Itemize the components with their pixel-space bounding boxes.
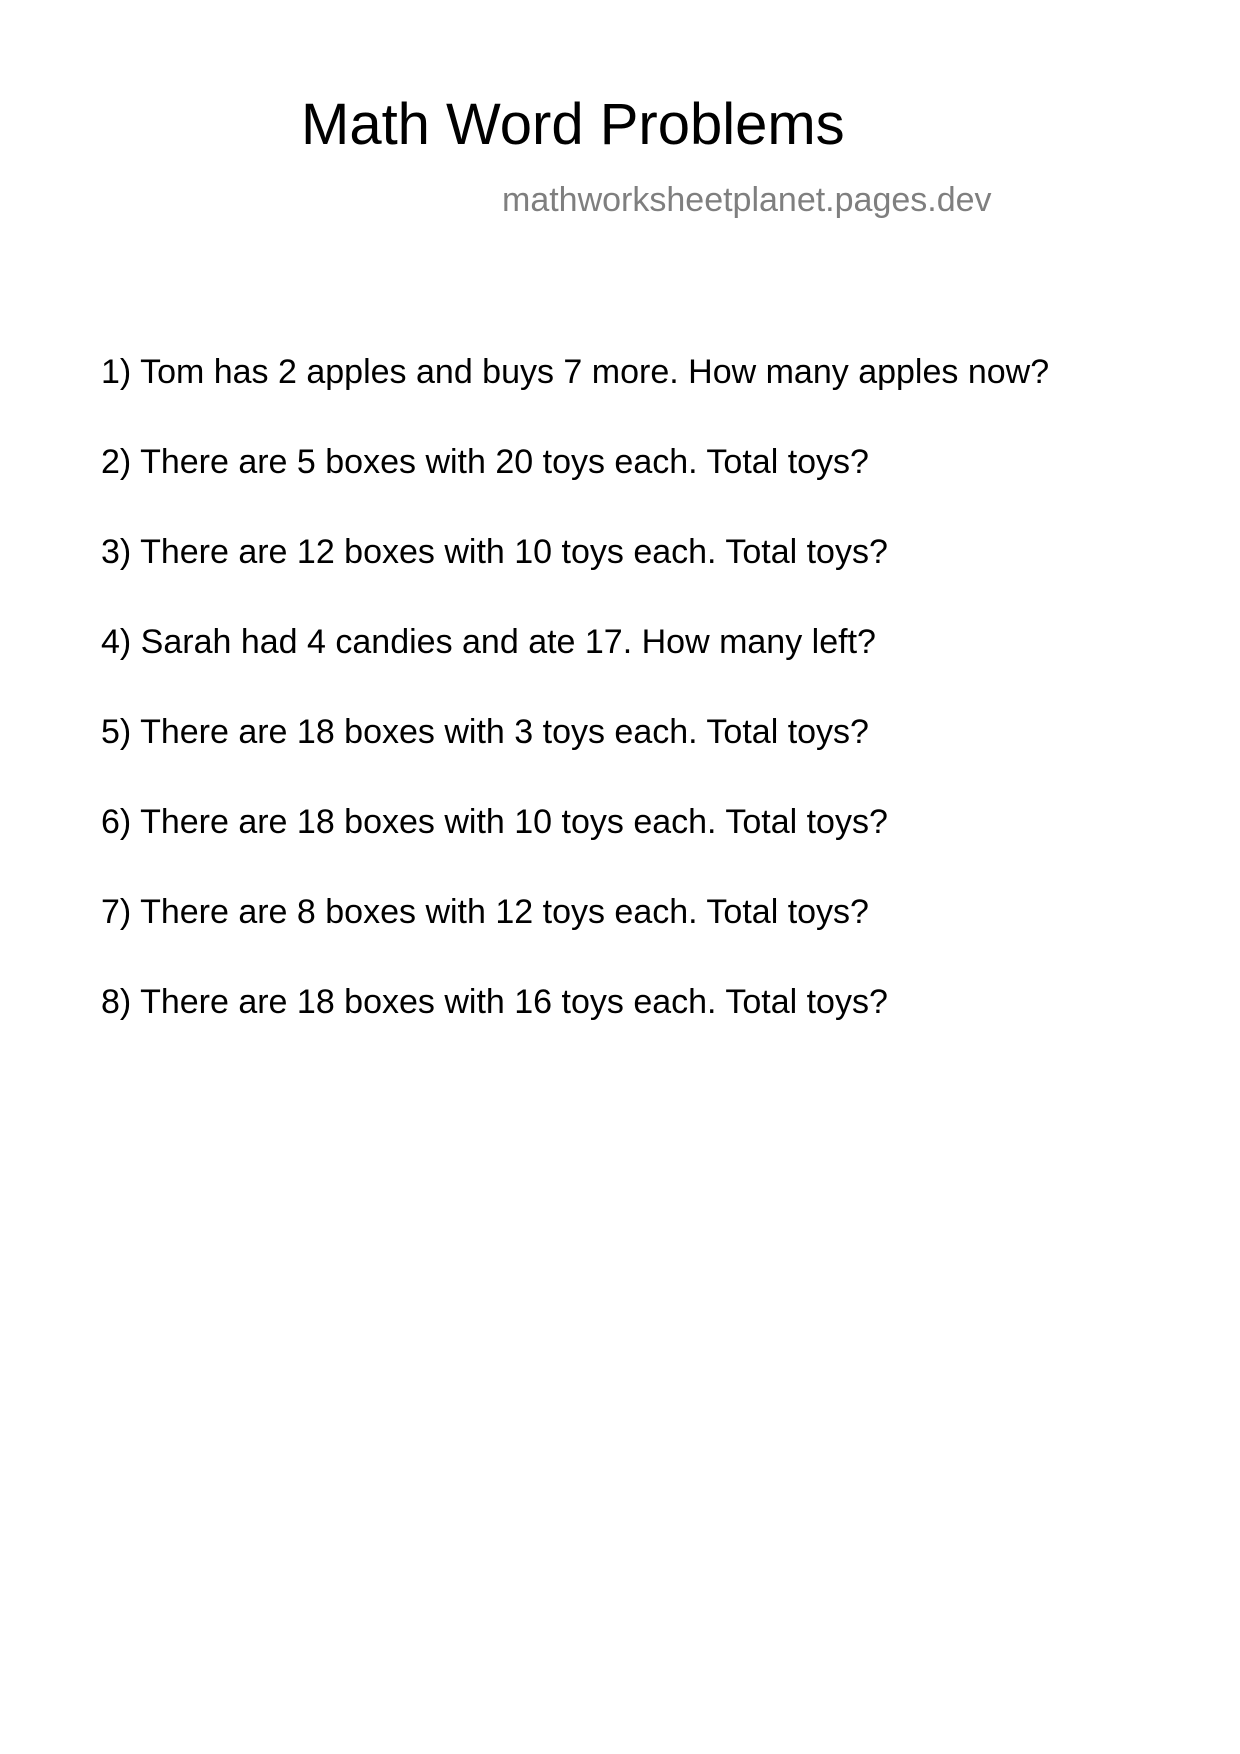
source-url: mathworksheetplanet.pages.dev <box>502 181 992 219</box>
problem-item: 8) There are 18 boxes with 16 toys each. Total toys? <box>101 983 888 1021</box>
problem-list <box>101 353 1049 1073</box>
problem-item: 7) There are 8 boxes with 12 toys each. Total toys? <box>101 893 869 931</box>
page-title: Math Word Problems <box>301 92 845 157</box>
problem-item: 6) There are 18 boxes with 10 toys each. Total toys? <box>101 803 888 841</box>
problem-item: 1) Tom has 2 apples and buys 7 more. How many apples now? <box>101 353 1050 391</box>
problem-item: 5) There are 18 boxes with 3 toys each. Total toys? <box>101 713 869 751</box>
problem-item: 2) There are 5 boxes with 20 toys each. Total toys? <box>101 443 869 481</box>
problem-item: 4) Sarah had 4 candies and ate 17. How many left? <box>101 623 876 661</box>
problem-item: 3) There are 12 boxes with 10 toys each. Total toys? <box>101 533 888 571</box>
